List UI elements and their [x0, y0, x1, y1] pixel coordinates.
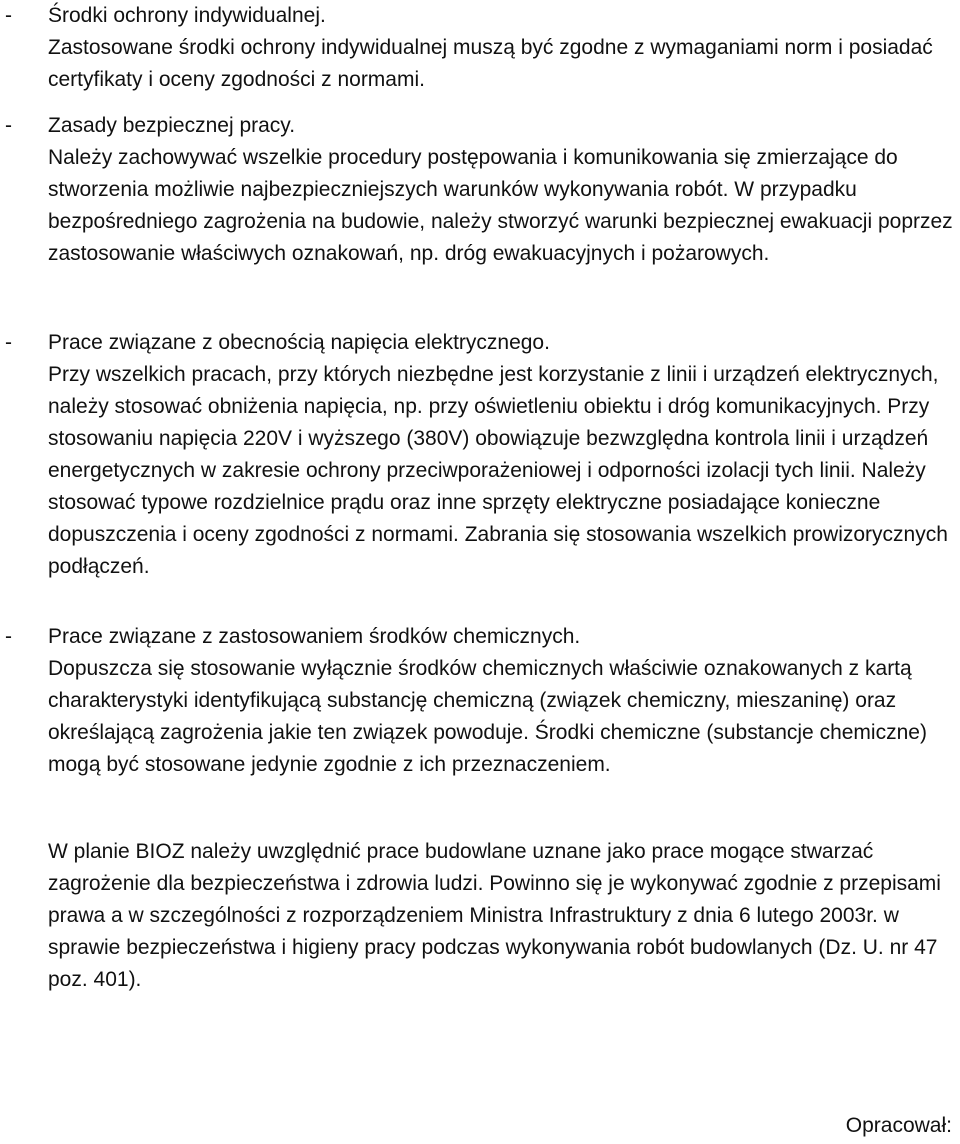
closing-paragraph: W planie BIOZ należy uwzględnić prace budowlane uznane jako prace mogące stwarzać zagrożenie dla bezpieczeństwa i zdrowia ludzi. Powinno się je wykonywać zgodnie z przepisami prawa a w szczególności z rozporządzeniem Ministra Infrastruktury z dnia 6 lutego 2003r. w sprawie bezpieczeństwa i higieny pracy podczas wykonywania robót budowlanych (Dz. U. nr 47 poz. 401). [48, 840, 941, 991]
item-body: Dopuszcza się stosowanie wyłącznie środków chemicznych właściwie oznakowanych z kartą charakterystyki identyfikującą substancję chemiczną (związek chemiczny, mieszaninę) oraz określającą zagrożenia jakie ten związek powoduje. Środki chemiczne (substancje chemiczne) mogą być stosowane jedynie zgodnie z ich przeznaczeniem. [48, 657, 927, 776]
item-heading: Środki ochrony indywidualnej. [48, 4, 326, 27]
item-body: Należy zachowywać wszelkie procedury postępowania i komunikowania się zmierzające do stworzenia możliwie najbezpieczniejszych warunków wykonywania robót. W przypadku bezpośredniego zagrożenia na budowie, należy stworzyć warunki bezpiecznej ewakuacji poprzez zastosowanie właściwych oznakowań, np. dróg ewakuacyjnych i pożarowych. [48, 146, 953, 265]
item-body: Przy wszelkich pracach, przy których niezbędne jest korzystanie z linii i urządzeń elektrycznych, należy stosować obniżenia napięcia, np. przy oświetleniu obiektu i dróg komunikacyjnych. Przy stosowaniu napięcia 220V i wyższego (380V) obowiązuje bezwzględna kontrola linii i urządzeń energetycznych w zakresie ochrony przeciwporażeniowej i odporności izolacji tych linii. Należy stosować typowe rozdzielnice prądu oraz inne sprzęty elektryczne posiadające konieczne dopuszczenia i oceny zgodności z normami. Zabrania się stosowania wszelkich prowizorycznych podłączeń. [48, 363, 948, 578]
item-heading: Zasady bezpiecznej pracy. [48, 114, 296, 137]
list-dash: - [5, 625, 12, 648]
item-body: Zastosowane środki ochrony indywidualnej muszą być zgodne z wymaganiami norm i posiadać certyfikaty i oceny zgodności z normami. [48, 36, 933, 91]
list-dash: - [5, 114, 12, 137]
list-dash: - [5, 4, 12, 27]
item-heading: Prace związane z obecnością napięcia elektrycznego. [48, 331, 550, 354]
signature-label: Opracował: [845, 1114, 952, 1137]
item-heading: Prace związane z zastosowaniem środków chemicznych. [48, 625, 581, 648]
list-dash: - [5, 331, 12, 354]
